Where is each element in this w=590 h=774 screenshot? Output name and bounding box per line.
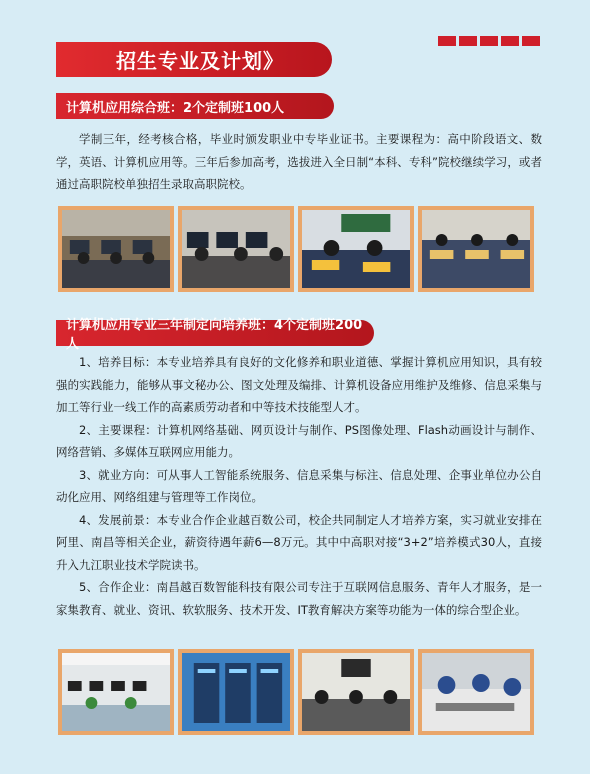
- list-item: 2、主要课程：计算机网络基础、网页设计与制作、PS图像处理、Flash动画设计与制作、网络营销、多媒体互联网应用能力。: [56, 422, 542, 459]
- list-item: 1、培养目标：本专业培养具有良好的文化修养和职业道德、掌握计算机应用知识，具有较强的实践能力，能够从事文秘办公、图文处理及编排、计算机设备应用维护及维修、信息采集与加工等行业一线工作的高素质劳动者和中等技术技能型人才。: [56, 355, 542, 414]
- computer-lab-photo: [58, 649, 174, 735]
- block: [480, 36, 498, 46]
- classroom-photo: [58, 206, 174, 292]
- block: [459, 36, 477, 46]
- network-rack-photo: [178, 649, 294, 735]
- classroom-photo: [298, 206, 414, 292]
- block: [501, 36, 519, 46]
- list-item: 3、就业方向：可从事人工智能系统服务、信息采集与标注、信息处理、企事业单位办公自动化应用、网络组建与管理等工作岗位。: [56, 467, 542, 504]
- practice-lab-photo: [418, 649, 534, 735]
- paragraph-text: 学制三年，经考核合格，毕业时颁发职业中专毕业证书。主要课程为：高中阶段语文、数学，英语、计算机应用等。三年后参加高考，选拔进入全日制“本科、专科”院校继续学习，或者通过高职院校单独招生录取高职院校。: [56, 132, 542, 191]
- section-paragraph-comprehensive: [56, 128, 542, 196]
- page-title: 招生专业及计划》: [56, 42, 332, 77]
- classroom-photo: [298, 649, 414, 735]
- section-heading-directed-training: 计算机应用专业三年制定向培养班：4个定制班200人: [56, 320, 374, 346]
- decorative-blocks: [438, 36, 540, 46]
- classroom-photo: [418, 206, 534, 292]
- photo-row-enterprise: [58, 649, 534, 735]
- section-heading-comprehensive: 计算机应用综合班：2个定制班100人: [56, 93, 334, 119]
- photo-row-classrooms: [58, 206, 534, 292]
- list-item: 4、发展前景：本专业合作企业越百数公司，校企共同制定人才培养方案，实习就业安排在阿里、南昌等相关企业，薪资待遇年薪6—8万元。其中中高职对接“3+2”培养模式30人，直接升入九江职业技术学院读书。: [56, 512, 542, 572]
- block: [522, 36, 540, 46]
- list-item: 5、合作企业：南昌越百数智能科技有限公司专注于互联网信息服务、青年人才服务，是一家集教育、就业、资讯、软软服务、技术开发、IT教育解决方案等功能为一体的综合型企业。: [56, 580, 542, 617]
- classroom-photo: [178, 206, 294, 292]
- block: [438, 36, 456, 46]
- section-list-directed-training: [56, 351, 542, 621]
